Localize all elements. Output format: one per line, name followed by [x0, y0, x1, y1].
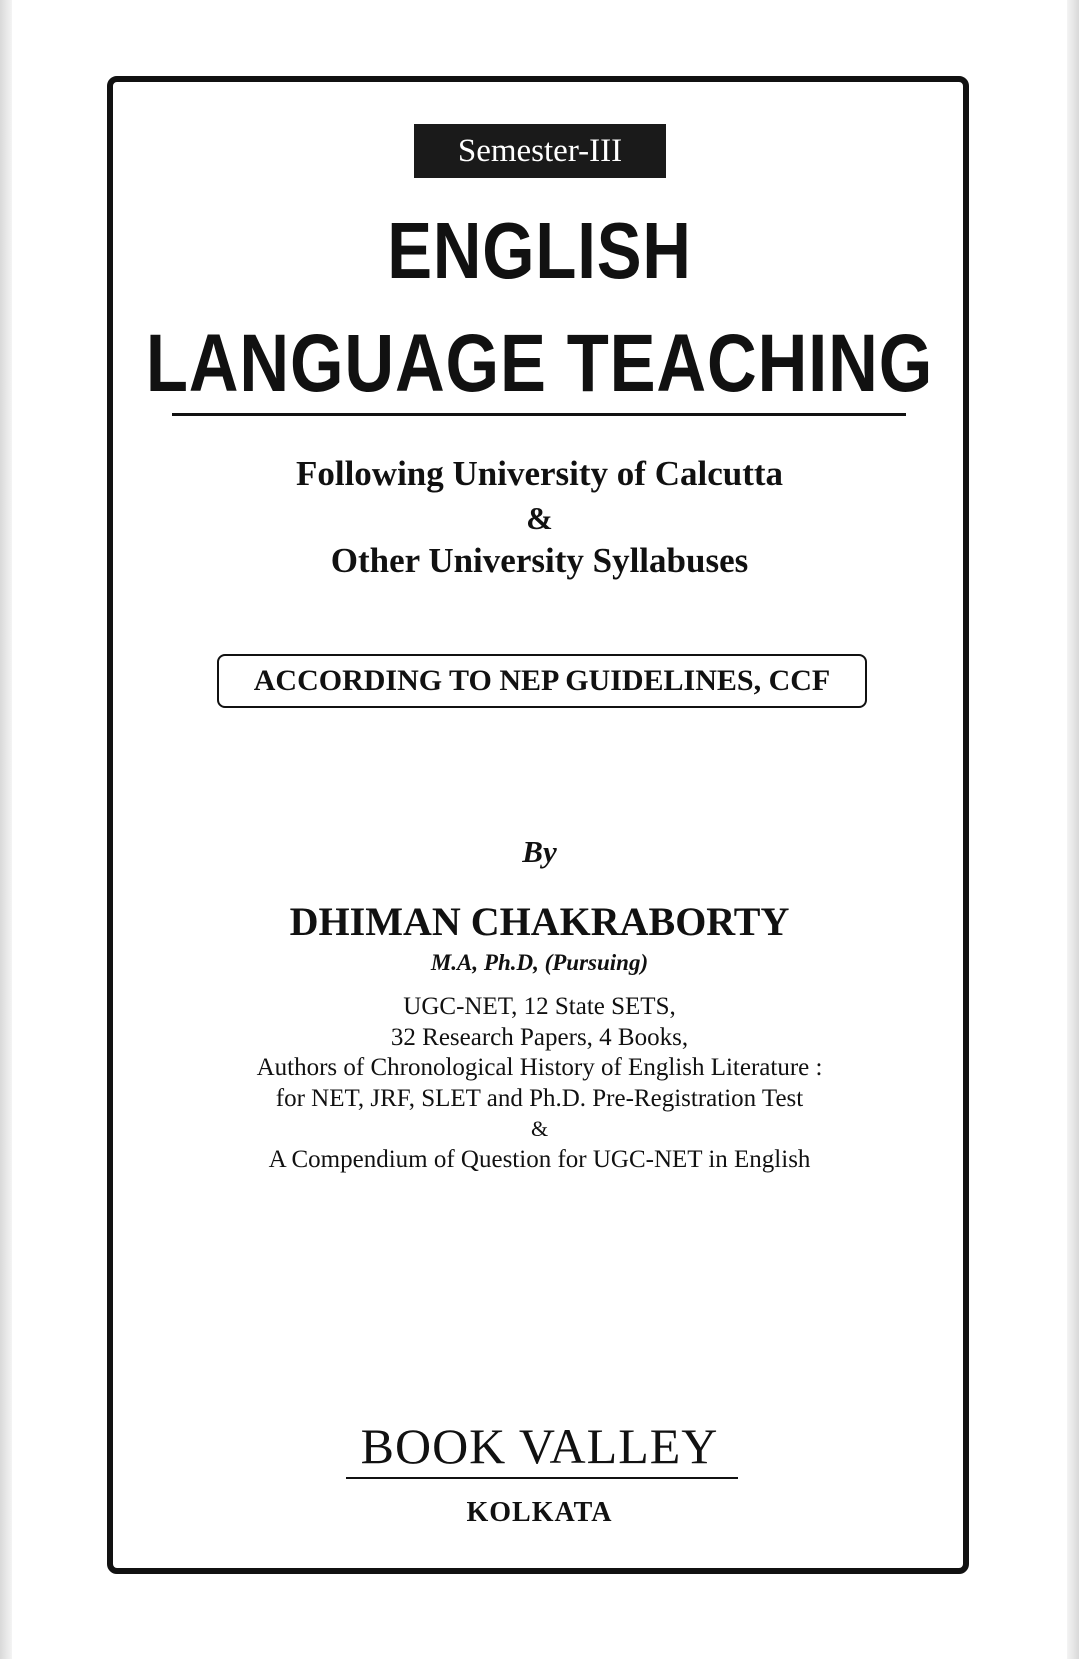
- author-name: DHIMAN CHAKRABORTY: [289, 899, 790, 944]
- by-label: By: [522, 834, 557, 869]
- publisher-underline: [346, 1477, 738, 1479]
- subtitle-line-1: Following University of Calcutta: [295, 454, 784, 493]
- subtitle-line-2: Other University Syllabuses: [330, 541, 749, 580]
- publisher-name: BOOK VALLEY: [360, 1418, 719, 1474]
- credential-line: Authors of Chronological History of English Literature :: [256, 1054, 823, 1081]
- credential-line: UGC-NET, 12 State SETS,: [403, 993, 676, 1020]
- semester-badge: Semester-III: [414, 124, 666, 178]
- page-edge-right: [1067, 0, 1079, 1659]
- credential-ampersand: &: [530, 1116, 549, 1141]
- author-degrees: M.A, Ph.D, (Pursuing): [430, 950, 649, 975]
- subtitle-ampersand: &: [526, 500, 553, 536]
- publisher-city: KOLKATA: [466, 1497, 613, 1528]
- credential-line: for NET, JRF, SLET and Ph.D. Pre-Registration Test: [275, 1085, 804, 1112]
- credential-line: A Compendium of Question for UGC-NET in English: [268, 1146, 811, 1173]
- book-title-line-2: LANGUAGE TEACHING: [145, 318, 934, 409]
- page-border-frame: [107, 76, 969, 1574]
- page-edge-left: [0, 0, 12, 1659]
- book-title-line-1: ENGLISH: [387, 206, 692, 295]
- guidelines-box: ACCORDING TO NEP GUIDELINES, CCF: [217, 654, 867, 708]
- title-underline: [172, 413, 906, 416]
- credential-line: 32 Research Papers, 4 Books,: [390, 1024, 689, 1051]
